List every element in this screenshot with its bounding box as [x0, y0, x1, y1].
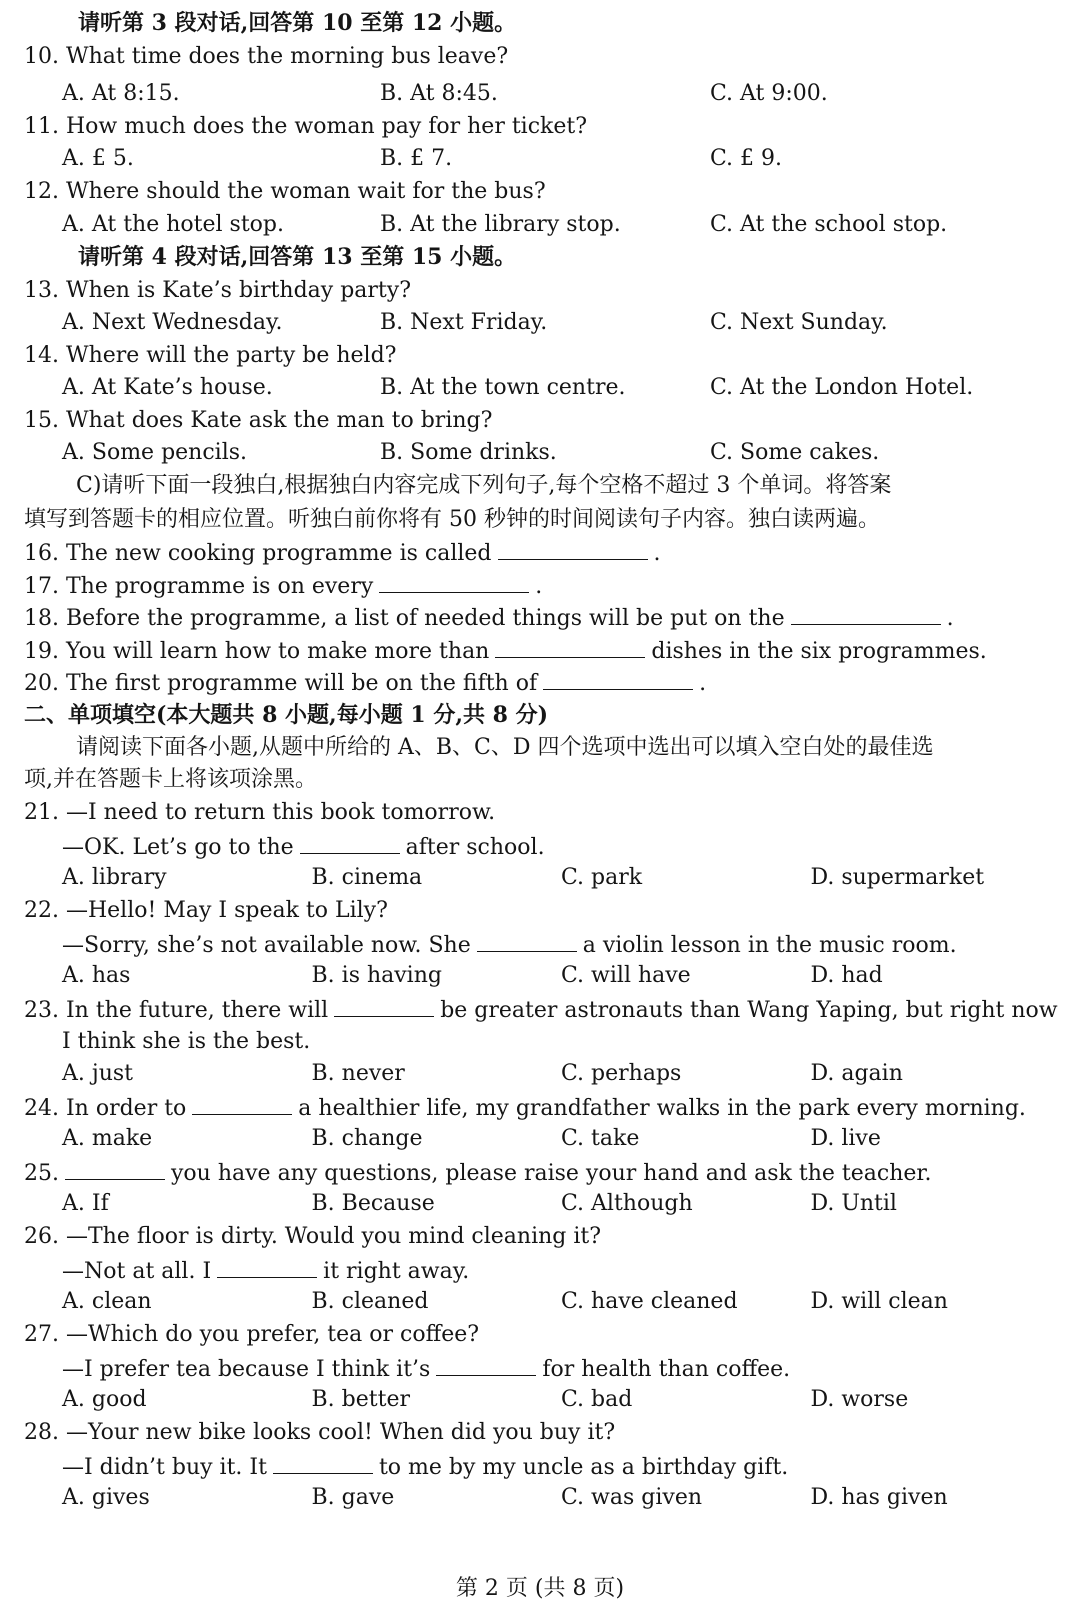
q27-option-c: C. bad	[561, 1387, 633, 1412]
page-footer: 第 2 页 (共 8 页)	[455, 1576, 625, 1601]
q21-option-c: C. park	[561, 865, 643, 890]
q26-option-a: A. clean	[62, 1289, 152, 1314]
q22-option-b: B. is having	[311, 963, 442, 988]
q17	[24, 570, 1060, 602]
q18-end: .	[946, 606, 954, 631]
q24-option-a: A. make	[62, 1126, 153, 1151]
q24-options	[62, 1124, 1060, 1154]
q11-option-c: C. £ 9.	[710, 146, 783, 171]
q20-blank	[543, 667, 693, 690]
q15-options	[62, 438, 1060, 468]
q26-option-c: C. have cleaned	[561, 1289, 738, 1314]
q21-line2	[62, 831, 1060, 863]
q27-text-end: for health than coffee.	[542, 1357, 791, 1382]
q21-text: —OK. Let’s go to the	[62, 835, 294, 860]
q17-end: .	[535, 574, 543, 599]
q19-end: dishes in the six programmes.	[651, 639, 987, 664]
q28-options	[62, 1483, 1060, 1513]
q27-text: —I prefer tea because I think it’s	[62, 1357, 431, 1382]
q19	[24, 635, 1060, 667]
q26-text-end: it right away.	[323, 1259, 470, 1284]
q23-option-d: D. again	[810, 1061, 903, 1086]
q21-option-b: B. cinema	[311, 865, 423, 890]
q12-option-b: B. At the library stop.	[380, 212, 621, 237]
q22-blank	[477, 929, 577, 952]
q14-options	[62, 373, 1060, 403]
q24-option-c: C. take	[561, 1126, 640, 1151]
q28-option-a: A. gives	[62, 1485, 150, 1510]
q16-end: .	[653, 541, 661, 566]
q22-line2	[62, 929, 1060, 961]
q26-line2	[62, 1255, 1060, 1287]
q14-option-c: C. At the London Hotel.	[710, 375, 974, 400]
q22-text-end: a violin lesson in the music room.	[582, 933, 957, 958]
q10-stem: 10. What time does the morning bus leave?	[24, 44, 509, 69]
q18-text: 18. Before the programme, a list of needed things will be put on the	[24, 606, 785, 631]
q28-text: —I didn’t buy it. It	[62, 1455, 267, 1480]
q11-options	[62, 144, 1060, 174]
q28-option-c: C. was given	[561, 1485, 703, 1510]
q24-text: 24. In order to	[24, 1096, 187, 1121]
q13-stem: 13. When is Kate’s birthday party?	[24, 278, 411, 303]
q21-option-a: A. library	[62, 865, 167, 890]
q23-blank	[334, 994, 434, 1017]
q26-text: —Not at all. I	[62, 1259, 212, 1284]
q23-line1	[24, 994, 1060, 1026]
q17-text: 17. The programme is on every	[24, 574, 374, 599]
q10-options	[62, 79, 1060, 109]
q15-option-c: C. Some cakes.	[710, 440, 880, 465]
q25-option-c: C. Although	[561, 1191, 693, 1216]
q14-stem: 14. Where will the party be held?	[24, 343, 397, 368]
q12-option-a: A. At the hotel stop.	[62, 212, 284, 237]
q23-options	[62, 1059, 1060, 1089]
part3-header: 请听第 3 段对话,回答第 10 至第 12 小题。	[78, 10, 517, 36]
q22-text: —Sorry, she’s not available now. She	[62, 933, 471, 958]
q27-options	[62, 1385, 1060, 1415]
q12-stem: 12. Where should the woman wait for the bus?	[24, 179, 546, 204]
part2-title: 二、单项填空(本大题共 8 小题,每小题 1 分,共 8 分)	[24, 702, 549, 728]
q26-line1: 26. —The floor is dirty. Would you mind cleaning it?	[24, 1224, 602, 1249]
q27-line1: 27. —Which do you prefer, tea or coffee?	[24, 1322, 480, 1347]
q19-blank	[495, 635, 645, 658]
q11-option-a: A. £ 5.	[62, 146, 134, 171]
q15-stem: 15. What does Kate ask the man to bring?	[24, 408, 493, 433]
q23-option-a: A. just	[62, 1061, 133, 1086]
q25-text: you have any questions, please raise your hand and ask the teacher.	[171, 1161, 932, 1186]
q23-text: 23. In the future, there will	[24, 998, 329, 1023]
q11-stem: 11. How much does the woman pay for her ticket?	[24, 114, 588, 139]
q23-line2: I think she is the best.	[62, 1029, 311, 1054]
part2-instructions-line2: 项,并在答题卡上将该项涂黑。	[24, 767, 317, 792]
q26-option-d: D. will clean	[810, 1289, 948, 1314]
q23-text-end: be greater astronauts than Wang Yaping, but right now	[440, 998, 1058, 1023]
q28-option-b: B. gave	[311, 1485, 395, 1510]
q12-option-c: C. At the school stop.	[710, 212, 948, 237]
q28-line1: 28. —Your new bike looks cool! When did you buy it?	[24, 1420, 616, 1445]
q25-line	[24, 1157, 1060, 1189]
q18	[24, 602, 1060, 634]
q13-option-a: A. Next Wednesday.	[62, 310, 283, 335]
q25-option-a: A. If	[62, 1191, 109, 1216]
q28-blank	[273, 1451, 373, 1474]
q17-blank	[379, 570, 529, 593]
q28-text-end: to me by my uncle as a birthday gift.	[378, 1455, 789, 1480]
q13-option-b: B. Next Friday.	[380, 310, 548, 335]
q13-options	[62, 308, 1060, 338]
q27-line2	[62, 1353, 1060, 1385]
q25-option-b: B. Because	[311, 1191, 435, 1216]
q14-option-b: B. At the town centre.	[380, 375, 626, 400]
part2-instructions-line1: 请阅读下面各小题,从题中所给的 A、B、C、D 四个选项中选出可以填入空白处的最佳选	[76, 735, 934, 760]
q20-end: .	[699, 671, 707, 696]
q22-option-d: D. had	[810, 963, 883, 988]
q26-blank	[217, 1255, 317, 1278]
q21-line1: 21. —I need to return this book tomorrow.	[24, 800, 496, 825]
q12-options	[62, 210, 1060, 240]
q27-option-a: A. good	[62, 1387, 147, 1412]
q19-text: 19. You will learn how to make more than	[24, 639, 490, 664]
q13-option-c: C. Next Sunday.	[710, 310, 888, 335]
q28-line2	[62, 1451, 1060, 1483]
q22-option-c: C. will have	[561, 963, 691, 988]
q26-options	[62, 1287, 1060, 1317]
q21-option-d: D. supermarket	[810, 865, 985, 890]
q24-option-b: B. change	[311, 1126, 423, 1151]
q28-option-d: D. has given	[810, 1485, 948, 1510]
q23-option-c: C. perhaps	[561, 1061, 682, 1086]
q25-options	[62, 1189, 1060, 1219]
q24-option-d: D. live	[810, 1126, 881, 1151]
q25-option-d: D. Until	[810, 1191, 897, 1216]
q20	[24, 667, 1060, 699]
q23-option-b: B. never	[311, 1061, 405, 1086]
q14-option-a: A. At Kate’s house.	[62, 375, 273, 400]
q16-text: 16. The new cooking programme is called	[24, 541, 492, 566]
q21-options	[62, 863, 1060, 893]
q24-blank	[192, 1092, 292, 1115]
q21-text-end: after school.	[405, 835, 545, 860]
q25-number: 25.	[24, 1161, 59, 1186]
q18-blank	[791, 602, 941, 625]
q22-option-a: A. has	[62, 963, 131, 988]
q27-option-b: B. better	[311, 1387, 410, 1412]
q22-line1: 22. —Hello! May I speak to Lily?	[24, 898, 388, 923]
q24-line	[24, 1092, 1060, 1124]
q15-option-b: B. Some drinks.	[380, 440, 557, 465]
part4-header: 请听第 4 段对话,回答第 13 至第 15 小题。	[78, 244, 517, 270]
q16-blank	[498, 537, 648, 560]
q11-option-b: B. £ 7.	[380, 146, 453, 171]
section-c-instructions-line1: C)请听下面一段独白,根据独白内容完成下列句子,每个空格不超过 3 个单词。将答案	[76, 473, 892, 498]
q15-option-a: A. Some pencils.	[62, 440, 248, 465]
q27-option-d: D. worse	[810, 1387, 909, 1412]
q27-blank	[436, 1353, 536, 1376]
q10-option-a: A. At 8:15.	[62, 81, 180, 106]
q16	[24, 537, 1060, 569]
q21-blank	[300, 831, 400, 854]
q26-option-b: B. cleaned	[311, 1289, 429, 1314]
q20-text: 20. The first programme will be on the fifth of	[24, 671, 538, 696]
q10-option-b: B. At 8:45.	[380, 81, 498, 106]
q24-text-end: a healthier life, my grandfather walks in the park every morning.	[298, 1096, 1026, 1121]
q25-blank	[65, 1157, 165, 1180]
q22-options	[62, 961, 1060, 991]
q10-option-c: C. At 9:00.	[710, 81, 828, 106]
section-c-instructions-line2: 填写到答题卡的相应位置。听独白前你将有 50 秒钟的时间阅读句子内容。独白读两遍。	[24, 507, 880, 532]
